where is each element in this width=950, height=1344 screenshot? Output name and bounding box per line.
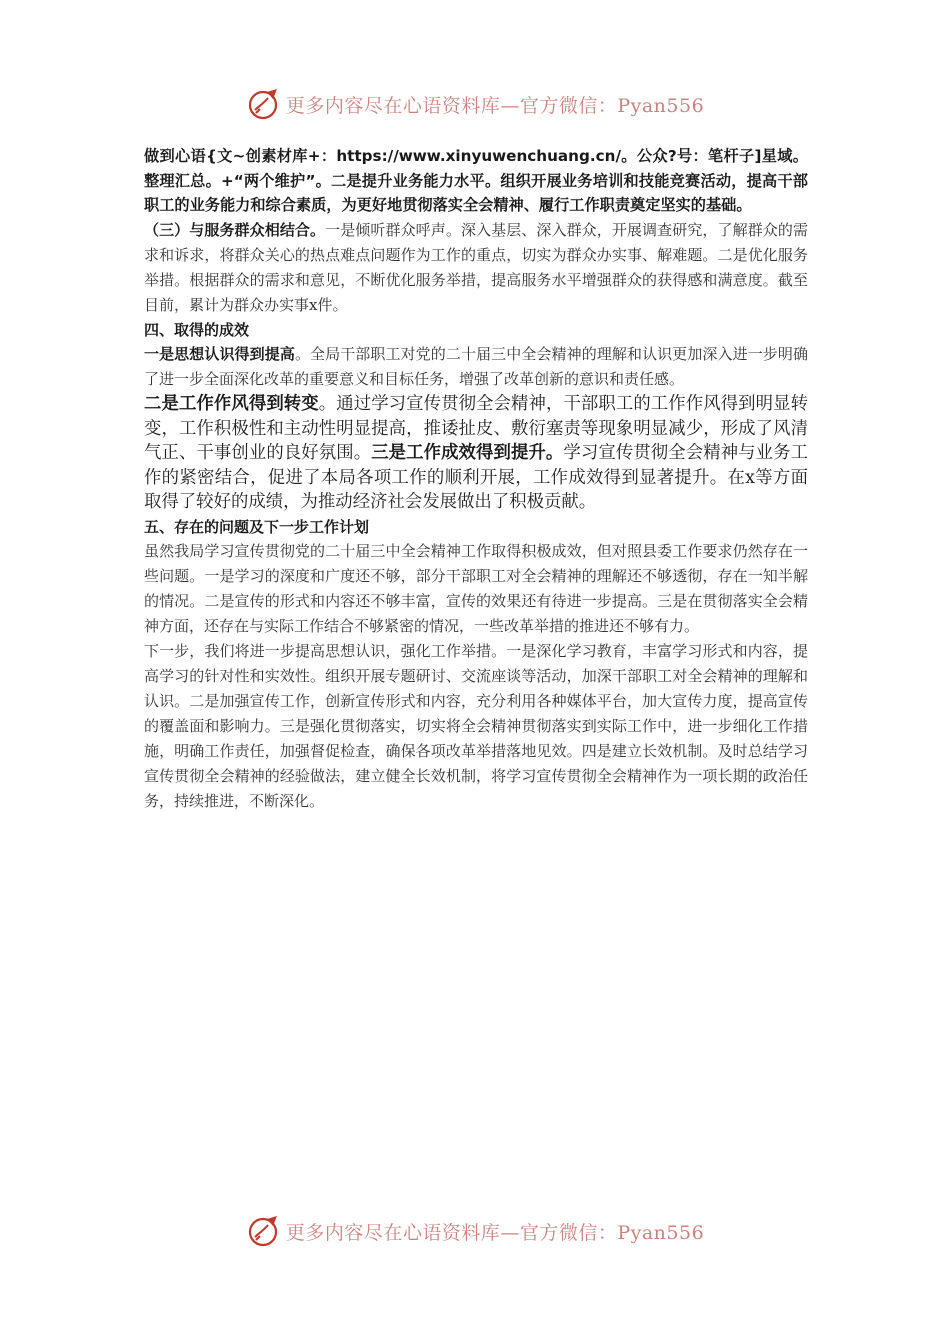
footer-banner-text: 更多内容尽在心语资料库—官方微信：Pyan556 [285, 1221, 705, 1244]
section-three-paragraph [144, 218, 808, 318]
pen-globe-logo-icon [246, 86, 282, 122]
next-steps-paragraph: 下一步，我们将进一步提高思想认识，强化工作举措。一是深化学习教育，丰富学习形式和内容，提高学习的针对性和实效性。组织开展专题研讨、交流座谈等活动，加深干部职工对全会精神的理解和认识。二是加强宣传工作，创新宣传形式和内容，充分利用各种媒体平台，加大宣传力度，提高宣传的覆盖面和影响力。三是强化贯彻落实，切实将全会精神贯彻落实到实际工作中，进一步细化工作措施，明确工作责任，加强督促检查，确保各项改革举措落地见效。四是建立长效机制。及时总结学习宣传贯彻全会精神的经验做法，建立健全长效机制，将学习宣传贯彻全会精神作为一项长期的政治任务，持续推进，不断深化。 [144, 642, 808, 811]
achievement-two-body: 。通过学习宣传贯彻全会精神，干部职工的工作作风得到明显转变，工作积极性和主动性明显提高，推诿扯皮、敷衍塞责等现象明显减少，形成了风清气正、干事创业的良好氛围。 [144, 394, 808, 464]
pen-globe-logo-icon [246, 1213, 282, 1249]
achievement-one-paragraph [144, 342, 808, 392]
achievement-two-three-paragraph [144, 392, 808, 515]
achievement-three-body: 学习宣传贯彻全会精神与业务工作的紧密结合，促进了本局各项工作的顺利开展，工作成效得到显著提升。在x等方面取得了较好的成绩，为推动经济社会发展做出了积极贡献。 [144, 443, 808, 513]
achievement-three-title: 三是工作成效得到提升。 [371, 443, 564, 464]
achievement-one-body: 。全局干部职工对党的二十届三中全会精神的理解和认识更加深入进一步明确了进一步全面深化改革的重要意义和目标任务，增强了改革创新的意识和责任感。 [144, 345, 808, 388]
document-body [144, 144, 808, 814]
header-banner [0, 84, 950, 124]
footer-banner [0, 1211, 950, 1251]
achievement-one-title: 一是思想认识得到提高 [144, 345, 295, 363]
section-three-body: 一是倾听群众呼声。深入基层、深入群众，开展调查研究，了解群众的需求和诉求，将群众关心的热点难点问题作为工作的重点，切实为群众办实事、解难题。二是优化服务举措。根据群众的需求和意见，不断优化服务举措，提高服务水平增强群众的获得感和满意度。截至目前，累计为群众办实事x件。 [144, 220, 808, 314]
heading-achievements: 四、取得的成效 [144, 320, 250, 339]
problems-paragraph: 虽然我局学习宣传贯彻党的二十届三中全会精神工作取得积极成效，但对照县委工作要求仍然存在一些问题。一是学习的深度和广度还不够，部分干部职工对全会精神的理解还不够透彻，存在一知半解的情况。二是宣传的形式和内容还不够丰富，宣传的效果还有待进一步提高。三是在贯彻落实全会精神方面，还存在与实际工作结合不够紧密的情况，一些改革举措的推进还不够有力。 [144, 542, 808, 636]
heading-problems-plan: 五、存在的问题及下一步工作计划 [144, 517, 370, 536]
section-three-title: （三）与服务群众相结合。 [144, 220, 326, 239]
paragraph-intro: 做到心语{文~创素材库+：https://www.xinyuwenchuang.cn/。公众?号：笔杆子]星域。整理汇总。+“两个维护”。二是提升业务能力水平。组织开展业务培训和技能竞赛活动，提高干部职工的业务能力和综合素质，为更好地贯彻落实全会精神、履行工作职责奠定坚实的基础。 [144, 147, 808, 214]
achievement-two-title: 二是工作作风得到转变 [144, 394, 319, 414]
banner-text: 更多内容尽在心语资料库—官方微信：Pyan556 [285, 94, 705, 117]
